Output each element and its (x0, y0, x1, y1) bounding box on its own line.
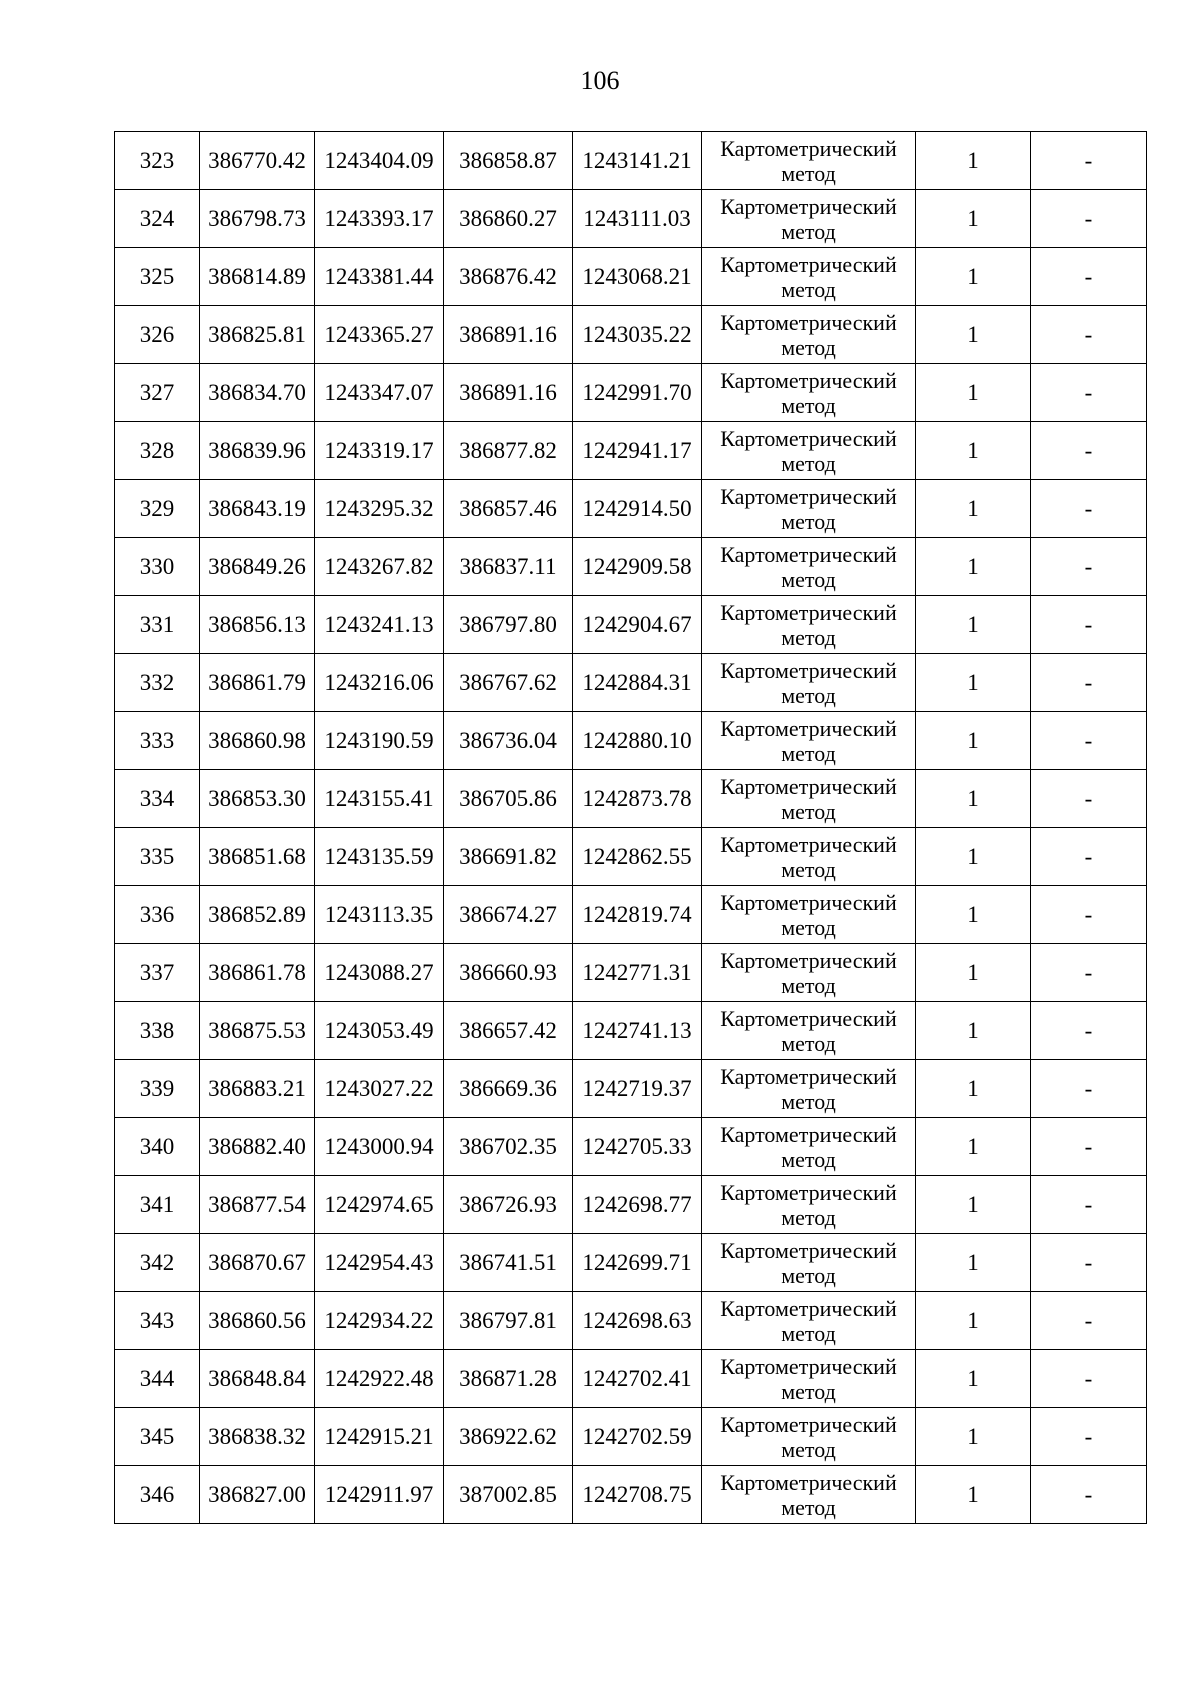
method-text-line: метод (781, 798, 836, 824)
point-number-cell: 333 (115, 712, 200, 770)
x-coordinate-new-cell: 386691.82 (444, 828, 573, 886)
accuracy-cell: 1 (916, 538, 1031, 596)
method-cell (702, 480, 916, 538)
y-coordinate-existing-cell: 1243135.59 (315, 828, 444, 886)
accuracy-cell: 1 (916, 248, 1031, 306)
y-coordinate-new-cell: 1242705.33 (573, 1118, 702, 1176)
y-coordinate-existing-cell: 1243241.13 (315, 596, 444, 654)
y-coordinate-existing-cell: 1243381.44 (315, 248, 444, 306)
table-body (115, 132, 1147, 1524)
x-coordinate-new-cell: 386705.86 (444, 770, 573, 828)
table-row (115, 1466, 1147, 1524)
x-coordinate-new-cell: 386736.04 (444, 712, 573, 770)
method-cell (702, 886, 916, 944)
x-coordinate-existing-cell: 386848.84 (200, 1350, 315, 1408)
method-text-line: метод (781, 1146, 836, 1172)
note-cell: - (1031, 1408, 1147, 1466)
note-cell: - (1031, 538, 1147, 596)
method-text-line: Картометрический (720, 1121, 897, 1147)
accuracy-cell: 1 (916, 190, 1031, 248)
accuracy-cell: 1 (916, 1234, 1031, 1292)
x-coordinate-new-cell: 386797.80 (444, 596, 573, 654)
y-coordinate-existing-cell: 1243393.17 (315, 190, 444, 248)
x-coordinate-new-cell: 386837.11 (444, 538, 573, 596)
point-number-cell: 326 (115, 306, 200, 364)
y-coordinate-new-cell: 1242708.75 (573, 1466, 702, 1524)
y-coordinate-new-cell: 1242819.74 (573, 886, 702, 944)
y-coordinate-existing-cell: 1243053.49 (315, 1002, 444, 1060)
table-row (115, 1350, 1147, 1408)
table-row (115, 190, 1147, 248)
point-number-cell: 336 (115, 886, 200, 944)
x-coordinate-existing-cell: 386814.89 (200, 248, 315, 306)
x-coordinate-existing-cell: 386853.30 (200, 770, 315, 828)
table-row (115, 538, 1147, 596)
method-text-line: Картометрический (720, 773, 897, 799)
accuracy-cell: 1 (916, 1060, 1031, 1118)
x-coordinate-existing-cell: 386770.42 (200, 132, 315, 190)
method-cell (702, 364, 916, 422)
accuracy-cell: 1 (916, 1466, 1031, 1524)
accuracy-cell: 1 (916, 654, 1031, 712)
method-text-line: метод (781, 1088, 836, 1114)
accuracy-cell: 1 (916, 480, 1031, 538)
x-coordinate-existing-cell: 386827.00 (200, 1466, 315, 1524)
method-text-line: метод (781, 1320, 836, 1346)
x-coordinate-new-cell: 386876.42 (444, 248, 573, 306)
x-coordinate-new-cell: 386741.51 (444, 1234, 573, 1292)
y-coordinate-new-cell: 1242880.10 (573, 712, 702, 770)
point-number-cell: 332 (115, 654, 200, 712)
x-coordinate-existing-cell: 386875.53 (200, 1002, 315, 1060)
y-coordinate-existing-cell: 1243295.32 (315, 480, 444, 538)
method-text-line: Картометрический (720, 1179, 897, 1205)
accuracy-cell: 1 (916, 364, 1031, 422)
method-cell (702, 248, 916, 306)
table-row (115, 712, 1147, 770)
point-number-cell: 344 (115, 1350, 200, 1408)
note-cell: - (1031, 886, 1147, 944)
note-cell: - (1031, 132, 1147, 190)
accuracy-cell: 1 (916, 1002, 1031, 1060)
method-text-line: метод (781, 1204, 836, 1230)
method-text-line: метод (781, 1494, 836, 1520)
method-text-line: метод (781, 624, 836, 650)
x-coordinate-new-cell: 386891.16 (444, 306, 573, 364)
method-text-line: Картометрический (720, 251, 897, 277)
method-text-line: метод (781, 160, 836, 186)
x-coordinate-new-cell: 386858.87 (444, 132, 573, 190)
method-cell (702, 1060, 916, 1118)
method-text-line: метод (781, 218, 836, 244)
x-coordinate-existing-cell: 386843.19 (200, 480, 315, 538)
note-cell: - (1031, 480, 1147, 538)
method-text-line: Картометрический (720, 889, 897, 915)
accuracy-cell: 1 (916, 596, 1031, 654)
point-number-cell: 330 (115, 538, 200, 596)
y-coordinate-existing-cell: 1243155.41 (315, 770, 444, 828)
point-number-cell: 343 (115, 1292, 200, 1350)
note-cell: - (1031, 190, 1147, 248)
table-row (115, 422, 1147, 480)
method-cell (702, 1118, 916, 1176)
method-text-line: метод (781, 1378, 836, 1404)
y-coordinate-existing-cell: 1242934.22 (315, 1292, 444, 1350)
note-cell: - (1031, 1002, 1147, 1060)
x-coordinate-new-cell: 386860.27 (444, 190, 573, 248)
x-coordinate-new-cell: 386797.81 (444, 1292, 573, 1350)
x-coordinate-new-cell: 386657.42 (444, 1002, 573, 1060)
y-coordinate-new-cell: 1242873.78 (573, 770, 702, 828)
note-cell: - (1031, 1292, 1147, 1350)
method-text-line: метод (781, 1262, 836, 1288)
y-coordinate-existing-cell: 1242915.21 (315, 1408, 444, 1466)
point-number-cell: 338 (115, 1002, 200, 1060)
x-coordinate-new-cell: 386674.27 (444, 886, 573, 944)
method-cell (702, 596, 916, 654)
y-coordinate-existing-cell: 1242954.43 (315, 1234, 444, 1292)
method-cell (702, 1350, 916, 1408)
note-cell: - (1031, 944, 1147, 1002)
y-coordinate-new-cell: 1242702.59 (573, 1408, 702, 1466)
y-coordinate-existing-cell: 1243319.17 (315, 422, 444, 480)
method-cell (702, 770, 916, 828)
method-text-line: метод (781, 972, 836, 998)
y-coordinate-new-cell: 1242698.63 (573, 1292, 702, 1350)
point-number-cell: 346 (115, 1466, 200, 1524)
accuracy-cell: 1 (916, 712, 1031, 770)
page-number: 106 (580, 66, 620, 95)
x-coordinate-existing-cell: 386860.98 (200, 712, 315, 770)
y-coordinate-new-cell: 1242991.70 (573, 364, 702, 422)
x-coordinate-existing-cell: 386861.79 (200, 654, 315, 712)
point-number-cell: 329 (115, 480, 200, 538)
method-text-line: Картометрический (720, 1005, 897, 1031)
y-coordinate-new-cell: 1243035.22 (573, 306, 702, 364)
note-cell: - (1031, 364, 1147, 422)
y-coordinate-new-cell: 1243068.21 (573, 248, 702, 306)
point-number-cell: 327 (115, 364, 200, 422)
x-coordinate-existing-cell: 386825.81 (200, 306, 315, 364)
x-coordinate-existing-cell: 386839.96 (200, 422, 315, 480)
method-text-line: Картометрический (720, 1411, 897, 1437)
method-text-line: Картометрический (720, 193, 897, 219)
point-number-cell: 323 (115, 132, 200, 190)
method-text-line: Картометрический (720, 947, 897, 973)
y-coordinate-new-cell: 1242698.77 (573, 1176, 702, 1234)
point-number-cell: 339 (115, 1060, 200, 1118)
point-number-cell: 345 (115, 1408, 200, 1466)
note-cell: - (1031, 596, 1147, 654)
x-coordinate-new-cell: 386726.93 (444, 1176, 573, 1234)
y-coordinate-new-cell: 1242941.17 (573, 422, 702, 480)
note-cell: - (1031, 1060, 1147, 1118)
method-text-line: Картометрический (720, 425, 897, 451)
table-row (115, 364, 1147, 422)
x-coordinate-existing-cell: 386870.67 (200, 1234, 315, 1292)
y-coordinate-existing-cell: 1243365.27 (315, 306, 444, 364)
point-number-cell: 341 (115, 1176, 200, 1234)
x-coordinate-new-cell: 386669.36 (444, 1060, 573, 1118)
method-text-line: Картометрический (720, 367, 897, 393)
accuracy-cell: 1 (916, 944, 1031, 1002)
point-number-cell: 340 (115, 1118, 200, 1176)
note-cell: - (1031, 712, 1147, 770)
note-cell: - (1031, 828, 1147, 886)
method-cell (702, 712, 916, 770)
method-cell (702, 1466, 916, 1524)
point-number-cell: 342 (115, 1234, 200, 1292)
method-cell (702, 422, 916, 480)
note-cell: - (1031, 1350, 1147, 1408)
y-coordinate-existing-cell: 1243347.07 (315, 364, 444, 422)
method-text-line: Картометрический (720, 1237, 897, 1263)
point-number-cell: 324 (115, 190, 200, 248)
note-cell: - (1031, 654, 1147, 712)
point-number-cell: 337 (115, 944, 200, 1002)
y-coordinate-existing-cell: 1243088.27 (315, 944, 444, 1002)
y-coordinate-existing-cell: 1242922.48 (315, 1350, 444, 1408)
point-number-cell: 335 (115, 828, 200, 886)
method-text-line: Картометрический (720, 541, 897, 567)
method-text-line: Картометрический (720, 599, 897, 625)
table-row (115, 654, 1147, 712)
method-text-line: метод (781, 682, 836, 708)
y-coordinate-existing-cell: 1243113.35 (315, 886, 444, 944)
method-cell (702, 1408, 916, 1466)
y-coordinate-new-cell: 1242702.41 (573, 1350, 702, 1408)
method-text-line: метод (781, 508, 836, 534)
x-coordinate-existing-cell: 386834.70 (200, 364, 315, 422)
table-row (115, 1234, 1147, 1292)
method-text-line: метод (781, 334, 836, 360)
y-coordinate-new-cell: 1242914.50 (573, 480, 702, 538)
table-row (115, 1292, 1147, 1350)
method-text-line: метод (781, 1030, 836, 1056)
y-coordinate-existing-cell: 1243404.09 (315, 132, 444, 190)
y-coordinate-new-cell: 1242909.58 (573, 538, 702, 596)
point-number-cell: 325 (115, 248, 200, 306)
note-cell: - (1031, 1234, 1147, 1292)
y-coordinate-existing-cell: 1243267.82 (315, 538, 444, 596)
x-coordinate-existing-cell: 386861.78 (200, 944, 315, 1002)
note-cell: - (1031, 1466, 1147, 1524)
x-coordinate-existing-cell: 386856.13 (200, 596, 315, 654)
y-coordinate-new-cell: 1242741.13 (573, 1002, 702, 1060)
point-number-cell: 331 (115, 596, 200, 654)
accuracy-cell: 1 (916, 132, 1031, 190)
method-cell (702, 306, 916, 364)
method-text-line: Картометрический (720, 1469, 897, 1495)
table-row (115, 596, 1147, 654)
x-coordinate-existing-cell: 386877.54 (200, 1176, 315, 1234)
method-text-line: Картометрический (720, 309, 897, 335)
method-text-line: метод (781, 740, 836, 766)
accuracy-cell: 1 (916, 306, 1031, 364)
note-cell: - (1031, 1176, 1147, 1234)
y-coordinate-existing-cell: 1243000.94 (315, 1118, 444, 1176)
point-number-cell: 334 (115, 770, 200, 828)
x-coordinate-new-cell: 386767.62 (444, 654, 573, 712)
table-row (115, 306, 1147, 364)
x-coordinate-new-cell: 386702.35 (444, 1118, 573, 1176)
y-coordinate-existing-cell: 1243190.59 (315, 712, 444, 770)
y-coordinate-new-cell: 1242904.67 (573, 596, 702, 654)
table-row (115, 248, 1147, 306)
coordinates-table (114, 131, 1147, 1524)
accuracy-cell: 1 (916, 1408, 1031, 1466)
x-coordinate-new-cell: 386857.46 (444, 480, 573, 538)
x-coordinate-new-cell: 386660.93 (444, 944, 573, 1002)
table-row (115, 1118, 1147, 1176)
table-row (115, 480, 1147, 538)
accuracy-cell: 1 (916, 770, 1031, 828)
method-cell (702, 1002, 916, 1060)
table-row (115, 1002, 1147, 1060)
note-cell: - (1031, 422, 1147, 480)
method-text-line: метод (781, 276, 836, 302)
x-coordinate-existing-cell: 386851.68 (200, 828, 315, 886)
y-coordinate-new-cell: 1242771.31 (573, 944, 702, 1002)
method-text-line: метод (781, 856, 836, 882)
point-number-cell: 328 (115, 422, 200, 480)
y-coordinate-existing-cell: 1242974.65 (315, 1176, 444, 1234)
method-cell (702, 944, 916, 1002)
note-cell: - (1031, 770, 1147, 828)
method-text-line: метод (781, 914, 836, 940)
method-text-line: Картометрический (720, 831, 897, 857)
y-coordinate-existing-cell: 1243027.22 (315, 1060, 444, 1118)
method-cell (702, 828, 916, 886)
accuracy-cell: 1 (916, 1176, 1031, 1234)
x-coordinate-existing-cell: 386852.89 (200, 886, 315, 944)
table-row (115, 1060, 1147, 1118)
note-cell: - (1031, 248, 1147, 306)
x-coordinate-new-cell: 387002.85 (444, 1466, 573, 1524)
table-row (115, 1408, 1147, 1466)
accuracy-cell: 1 (916, 1118, 1031, 1176)
accuracy-cell: 1 (916, 828, 1031, 886)
method-text-line: Картометрический (720, 657, 897, 683)
method-text-line: Картометрический (720, 135, 897, 161)
method-cell (702, 1292, 916, 1350)
table-row (115, 132, 1147, 190)
accuracy-cell: 1 (916, 886, 1031, 944)
x-coordinate-existing-cell: 386798.73 (200, 190, 315, 248)
method-cell (702, 654, 916, 712)
method-cell (702, 190, 916, 248)
note-cell: - (1031, 1118, 1147, 1176)
method-text-line: метод (781, 392, 836, 418)
x-coordinate-new-cell: 386871.28 (444, 1350, 573, 1408)
y-coordinate-new-cell: 1242862.55 (573, 828, 702, 886)
y-coordinate-new-cell: 1242719.37 (573, 1060, 702, 1118)
table-row (115, 944, 1147, 1002)
x-coordinate-new-cell: 386922.62 (444, 1408, 573, 1466)
x-coordinate-existing-cell: 386883.21 (200, 1060, 315, 1118)
x-coordinate-existing-cell: 386849.26 (200, 538, 315, 596)
accuracy-cell: 1 (916, 1350, 1031, 1408)
method-cell (702, 132, 916, 190)
method-text-line: Картометрический (720, 1353, 897, 1379)
accuracy-cell: 1 (916, 1292, 1031, 1350)
method-cell (702, 1176, 916, 1234)
x-coordinate-existing-cell: 386882.40 (200, 1118, 315, 1176)
x-coordinate-existing-cell: 386860.56 (200, 1292, 315, 1350)
table-row (115, 1176, 1147, 1234)
table-row (115, 770, 1147, 828)
x-coordinate-new-cell: 386891.16 (444, 364, 573, 422)
table-row (115, 886, 1147, 944)
x-coordinate-existing-cell: 386838.32 (200, 1408, 315, 1466)
y-coordinate-existing-cell: 1242911.97 (315, 1466, 444, 1524)
method-cell (702, 538, 916, 596)
table-row (115, 828, 1147, 886)
method-text-line: Картометрический (720, 483, 897, 509)
method-cell (702, 1234, 916, 1292)
x-coordinate-new-cell: 386877.82 (444, 422, 573, 480)
y-coordinate-existing-cell: 1243216.06 (315, 654, 444, 712)
method-text-line: метод (781, 1436, 836, 1462)
method-text-line: метод (781, 450, 836, 476)
y-coordinate-new-cell: 1242699.71 (573, 1234, 702, 1292)
method-text-line: метод (781, 566, 836, 592)
method-text-line: Картометрический (720, 1295, 897, 1321)
y-coordinate-new-cell: 1243111.03 (573, 190, 702, 248)
note-cell: - (1031, 306, 1147, 364)
method-text-line: Картометрический (720, 1063, 897, 1089)
accuracy-cell: 1 (916, 422, 1031, 480)
y-coordinate-new-cell: 1243141.21 (573, 132, 702, 190)
y-coordinate-new-cell: 1242884.31 (573, 654, 702, 712)
method-text-line: Картометрический (720, 715, 897, 741)
